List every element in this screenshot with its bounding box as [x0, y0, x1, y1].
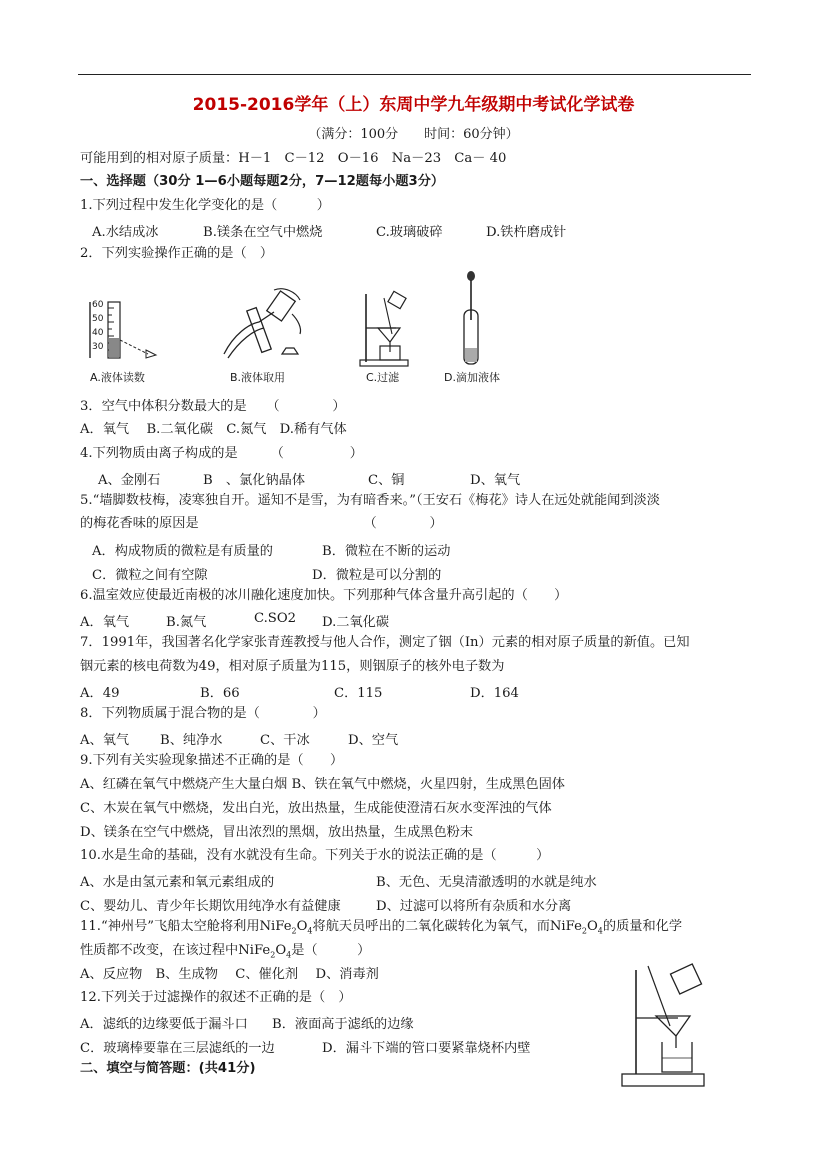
q10-stem: 10.水是生命的基础，没有水就没有生命。下列关于水的说法正确的是（ ） [80, 848, 550, 863]
q6-option-a: A．氧气 [80, 615, 130, 630]
filtration-figure [356, 290, 416, 368]
scale-label-60: 60 [92, 300, 104, 310]
q5-option-d: D．微粒是可以分割的 [312, 568, 442, 583]
q5-option-b: B．微粒在不断的运动 [322, 544, 451, 559]
q11-stem-line2: 性质都不改变，在该过程中$NiFe_2O_4$是（ ） [80, 943, 371, 960]
q4-option-c: C、铜 [368, 473, 405, 488]
q11-options: A、反应物 B、生成物 C、催化剂 D、消毒剂 [80, 967, 379, 982]
q1-option-b: B.镁条在空气中燃烧 [203, 225, 323, 240]
scale-label-40: 40 [92, 328, 104, 338]
exam-title: 2015-2016学年（上）东周中学九年级期中考试化学试卷 [192, 95, 635, 115]
q9-options-ab: A、红磷在氧气中燃烧产生大量白烟 B、铁在氧气中燃烧，火星四射，生成黑色固体 [80, 777, 565, 792]
q5-option-c: C．微粒之间有空隙 [92, 568, 208, 583]
q2-stem: 2．下列实验操作正确的是（ ） [80, 246, 274, 261]
q9-stem: 9.下列有关实验现象描述不正确的是（ ） [80, 753, 344, 768]
atomic-masses: 可能用到的相对原子质量：H－1 C－12 O－16 Na－23 Ca－ 40 [80, 151, 507, 166]
filtration-apparatus-figure [618, 962, 718, 1090]
q5-stem-line2: 的梅花香味的原因是 （ ） [80, 516, 443, 531]
q4-option-a: A、金刚石 [98, 473, 161, 488]
fig-a-caption: A.液体读数 [90, 371, 145, 384]
q1-option-d: D.铁杵磨成针 [486, 225, 567, 240]
top-rule [78, 74, 751, 75]
q7-option-a: A．49 [80, 686, 120, 701]
q8-option-c: C、干冰 [260, 733, 310, 748]
q10-option-b: B、无色、无臭清澈透明的水就是纯水 [376, 875, 597, 890]
scale-label-30: 30 [92, 342, 104, 352]
liquid-pouring-figure [214, 284, 309, 368]
q7-stem-line2: 铟元素的核电荷数为49，相对原子质量为115，则铟原子的核外电子数为 [80, 659, 505, 674]
q12-option-b: B．液面高于滤纸的边缘 [272, 1017, 414, 1032]
q9-option-d: D、镁条在空气中燃烧，冒出浓烈的黑烟，放出热量，生成黑色粉末 [80, 825, 474, 840]
q6-option-c: C.SO2 [254, 611, 297, 626]
q12-option-d: D．漏斗下端的管口要紧靠烧杯内壁 [322, 1041, 531, 1056]
section1-heading: 一、选择题（30分 1—6小题每题2分，7—12题每小题3分） [80, 174, 445, 189]
section2-heading: 二、填空与简答题：(共41分) [80, 1061, 256, 1076]
q4-option-d: D、氧气 [470, 473, 521, 488]
q1-stem: 1.下列过程中发生化学变化的是（ ） [80, 198, 330, 213]
q10-option-c: C、婴幼儿、青少年长期饮用纯净水有益健康 [80, 899, 341, 914]
q4-stem: 4.下列物质由离子构成的是 （ ） [80, 446, 363, 461]
q6-stem: 6.温室效应使最近南极的冰川融化速度加快。下列那种气体含量升高引起的（ ） [80, 588, 568, 603]
q1-option-a: A.水结成冰 [92, 225, 159, 240]
q6-option-d: D.二氧化碳 [322, 615, 390, 630]
scale-label-50: 50 [92, 314, 104, 324]
q7-option-b: B．66 [200, 686, 240, 701]
q3-stem: 3．空气中体积分数最大的是 （ ） [80, 399, 346, 414]
q3-options: A．氧气 B.二氧化碳 C.氮气 D.稀有气体 [80, 422, 347, 437]
q7-stem-line1: 7．1991年，我国著名化学家张青莲教授与他人合作，测定了铟（In）元素的相对原子质量的新值。已知 [80, 635, 690, 650]
q8-stem: 8．下列物质属于混合物的是（ ） [80, 706, 326, 721]
q8-option-b: B、纯净水 [160, 733, 223, 748]
q8-option-a: A、氧气 [80, 733, 130, 748]
q12-option-c: C．玻璃棒要靠在三层滤纸的一边 [80, 1041, 275, 1056]
q1-option-c: C.玻璃破碎 [376, 225, 443, 240]
fig-c-caption: C.过滤 [366, 371, 400, 384]
dropper-figure [456, 270, 486, 368]
q12-stem: 12.下列关于过滤操作的叙述不正确的是（ ） [80, 990, 352, 1005]
q5-stem-line1: 5.“墙脚数枝梅，凌寒独自开。遥知不是雪，为有暗香来。”（王安石《梅花》诗人在远处就能闻到淡淡 [80, 493, 660, 508]
exam-subtitle: （满分：100分 时间：60分钟） [308, 127, 519, 142]
q10-option-a: A、水是由氢元素和氧元素组成的 [80, 875, 275, 890]
q7-option-d: D．164 [470, 686, 519, 701]
fig-d-caption: D.滴加液体 [444, 371, 500, 384]
q4-option-b: B 、氯化钠晶体 [203, 473, 306, 488]
q10-option-d: D、过滤可以将所有杂质和水分离 [376, 899, 572, 914]
q7-option-c: C．115 [334, 686, 383, 701]
q6-option-b: B.氮气 [166, 615, 207, 630]
q9-option-c: C、木炭在氧气中燃烧，发出白光，放出热量，生成能使澄清石灰水变浑浊的气体 [80, 801, 552, 816]
q11-stem-line1: 11.“神州号”飞船太空舱将利用$NiFe_2O_4$将航天员呼出的二氧化碳转化为氧气，而$NiFe_2O_4$的质量和化学 [80, 919, 683, 936]
fig-b-caption: B.液体取用 [230, 371, 286, 384]
q5-option-a: A．构成物质的微粒是有质量的 [92, 544, 273, 559]
q8-option-d: D、空气 [348, 733, 399, 748]
q12-option-a: A．滤纸的边缘要低于漏斗口 [80, 1017, 248, 1032]
